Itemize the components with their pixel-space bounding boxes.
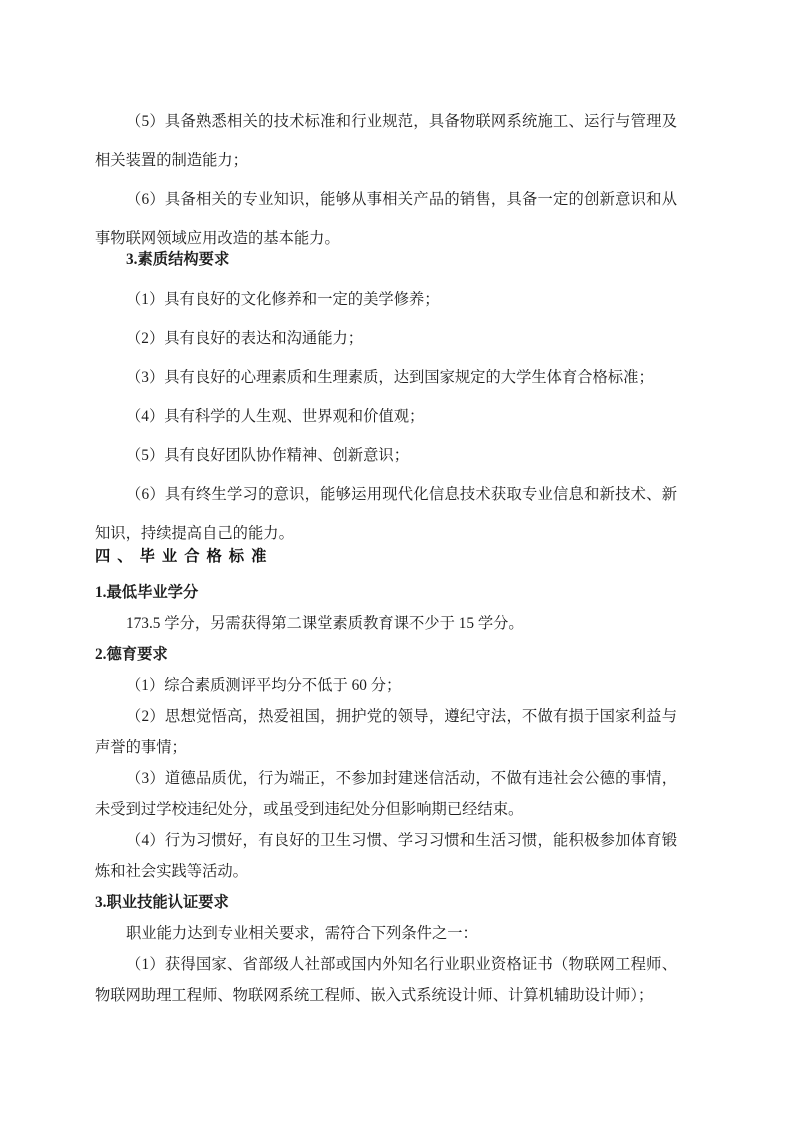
paragraph-min-credits: 173.5 学分，另需获得第二课堂素质教育课不少于 15 学分。 (126, 615, 524, 632)
moral-item-2: （2）思想觉悟高，热爱祖国，拥护党的领导，遵纪守法，不做有损于国家利益与声誉的事情； (95, 708, 677, 756)
section-title-graduation-standards: 四、毕业合格标准 (95, 548, 274, 565)
paragraph-vocational-intro: 职业能力达到专业相关要求，需符合下列条件之一： (126, 925, 478, 942)
heading-moral-requirements: 2.德育要求 (95, 646, 168, 663)
moral-item-1: （1）综合素质测评平均分不低于 60 分； (126, 677, 402, 694)
heading-min-credits: 1.最低毕业学分 (95, 584, 199, 601)
heading-quality-structure: 3.素质结构要求 (126, 251, 230, 268)
paragraph-ability-item-6: （6）具备相关的专业知识，能够从事相关产品的销售，具备一定的创新意识和从事物联网领域应用改造的基本能力。 (95, 191, 677, 247)
heading-vocational-certification: 3.职业技能认证要求 (95, 894, 229, 911)
quality-item-1: （1）具有良好的文化修养和一定的美学修养； (126, 291, 440, 308)
quality-item-5: （5）具有良好团队协作精神、创新意识； (126, 447, 409, 464)
vocational-item-1: （1）获得国家、省部级人社部或国内外知名行业职业资格证书（物联网工程师、物联网助理工程师、物联网系统工程师、嵌入式系统设计师、计算机辅助设计师）； (95, 956, 677, 1004)
moral-item-3: （3）道德品质优，行为端正，不参加封建迷信活动，不做有违社会公德的事情，未受到过学校违纪处分，或虽受到违纪处分但影响期已经结束。 (95, 770, 677, 818)
quality-item-3: （3）具有良好的心理素质和生理素质，达到国家规定的大学生体育合格标准； (126, 369, 654, 386)
quality-item-4: （4）具有科学的人生观、世界观和价值观； (126, 408, 425, 425)
moral-item-4: （4）行为习惯好，有良好的卫生习惯、学习习惯和生活习惯，能积极参加体育锻炼和社会实践等活动。 (95, 832, 677, 880)
quality-item-2: （2）具有良好的表达和沟通能力； (126, 330, 364, 347)
quality-item-6: （6）具有终生学习的意识，能够运用现代化信息技术获取专业信息和新技术、新知识，持续提高自己的能力。 (95, 486, 677, 542)
document-content (95, 102, 677, 1011)
paragraph-ability-item-5: （5）具备熟悉相关的技术标准和行业规范，具备物联网系统施工、运行与管理及相关装置的制造能力； (95, 113, 677, 169)
